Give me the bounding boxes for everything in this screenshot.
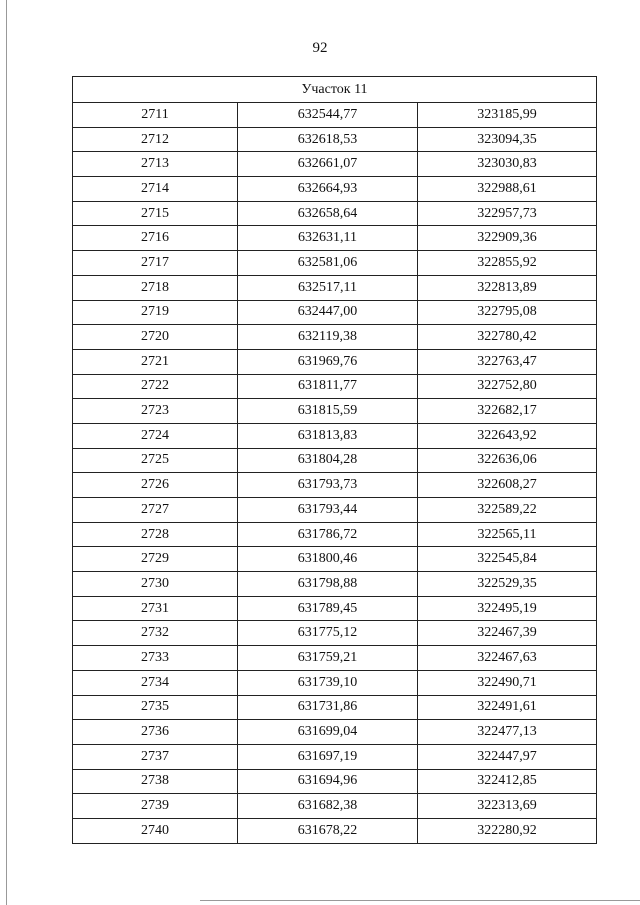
x-coordinate-cell: 632544,77 (238, 103, 418, 128)
table-row (73, 152, 597, 177)
x-coordinate-cell: 631697,19 (238, 744, 418, 769)
x-coordinate-cell: 632119,38 (238, 325, 418, 350)
point-number-cell: 2738 (73, 769, 238, 794)
y-coordinate-cell: 322909,36 (418, 226, 597, 251)
y-coordinate-cell: 322280,92 (418, 818, 597, 843)
point-number-cell: 2736 (73, 720, 238, 745)
table-row (73, 251, 597, 276)
x-coordinate-cell: 631793,44 (238, 498, 418, 523)
point-number-cell: 2714 (73, 177, 238, 202)
section-header-row (73, 77, 597, 103)
y-coordinate-cell: 322957,73 (418, 201, 597, 226)
table-row (73, 818, 597, 843)
point-number-cell: 2715 (73, 201, 238, 226)
x-coordinate-cell: 631789,45 (238, 596, 418, 621)
table-row (73, 596, 597, 621)
table-row (73, 473, 597, 498)
section-title: Участок 11 (73, 77, 597, 103)
x-coordinate-cell: 632618,53 (238, 127, 418, 152)
point-number-cell: 2728 (73, 522, 238, 547)
x-coordinate-cell: 632664,93 (238, 177, 418, 202)
point-number-cell: 2735 (73, 695, 238, 720)
x-coordinate-cell: 631759,21 (238, 646, 418, 671)
table-row (73, 374, 597, 399)
y-coordinate-cell: 322545,84 (418, 547, 597, 572)
table-row (73, 325, 597, 350)
table-row (73, 349, 597, 374)
x-coordinate-cell: 631798,88 (238, 572, 418, 597)
y-coordinate-cell: 323185,99 (418, 103, 597, 128)
table-row (73, 670, 597, 695)
table-row (73, 103, 597, 128)
y-coordinate-cell: 323030,83 (418, 152, 597, 177)
y-coordinate-cell: 322813,89 (418, 275, 597, 300)
y-coordinate-cell: 322467,39 (418, 621, 597, 646)
x-coordinate-cell: 631969,76 (238, 349, 418, 374)
point-number-cell: 2721 (73, 349, 238, 374)
table-row (73, 177, 597, 202)
point-number-cell: 2739 (73, 794, 238, 819)
x-coordinate-cell: 631804,28 (238, 448, 418, 473)
y-coordinate-cell: 322682,17 (418, 399, 597, 424)
table-row (73, 498, 597, 523)
table-row (73, 522, 597, 547)
y-coordinate-cell: 322988,61 (418, 177, 597, 202)
x-coordinate-cell: 632517,11 (238, 275, 418, 300)
y-coordinate-cell: 322467,63 (418, 646, 597, 671)
table-row (73, 423, 597, 448)
point-number-cell: 2718 (73, 275, 238, 300)
table-row (73, 127, 597, 152)
y-coordinate-cell: 322412,85 (418, 769, 597, 794)
y-coordinate-cell: 322608,27 (418, 473, 597, 498)
y-coordinate-cell: 322643,92 (418, 423, 597, 448)
table-row (73, 769, 597, 794)
table-body (73, 103, 597, 844)
x-coordinate-cell: 632447,00 (238, 300, 418, 325)
y-coordinate-cell: 322565,11 (418, 522, 597, 547)
table-row (73, 448, 597, 473)
y-coordinate-cell: 322636,06 (418, 448, 597, 473)
page-left-edge (6, 0, 7, 905)
point-number-cell: 2727 (73, 498, 238, 523)
x-coordinate-cell: 631800,46 (238, 547, 418, 572)
coordinates-table (72, 76, 597, 844)
y-coordinate-cell: 322491,61 (418, 695, 597, 720)
y-coordinate-cell: 322763,47 (418, 349, 597, 374)
x-coordinate-cell: 631699,04 (238, 720, 418, 745)
y-coordinate-cell: 322313,69 (418, 794, 597, 819)
point-number-cell: 2713 (73, 152, 238, 177)
y-coordinate-cell: 322477,13 (418, 720, 597, 745)
y-coordinate-cell: 322780,42 (418, 325, 597, 350)
page-bottom-edge (200, 900, 640, 901)
table-row (73, 300, 597, 325)
table-row (73, 572, 597, 597)
x-coordinate-cell: 631813,83 (238, 423, 418, 448)
page-number: 92 (312, 40, 328, 56)
point-number-cell: 2719 (73, 300, 238, 325)
x-coordinate-cell: 631775,12 (238, 621, 418, 646)
x-coordinate-cell: 632658,64 (238, 201, 418, 226)
table-row (73, 547, 597, 572)
point-number-cell: 2731 (73, 596, 238, 621)
x-coordinate-cell: 631786,72 (238, 522, 418, 547)
y-coordinate-cell: 322490,71 (418, 670, 597, 695)
table-row (73, 275, 597, 300)
point-number-cell: 2726 (73, 473, 238, 498)
point-number-cell: 2720 (73, 325, 238, 350)
point-number-cell: 2740 (73, 818, 238, 843)
table-row (73, 695, 597, 720)
x-coordinate-cell: 632581,06 (238, 251, 418, 276)
table-row (73, 399, 597, 424)
table-row (73, 201, 597, 226)
y-coordinate-cell: 322752,80 (418, 374, 597, 399)
point-number-cell: 2724 (73, 423, 238, 448)
x-coordinate-cell: 631793,73 (238, 473, 418, 498)
x-coordinate-cell: 631815,59 (238, 399, 418, 424)
point-number-cell: 2716 (73, 226, 238, 251)
x-coordinate-cell: 631739,10 (238, 670, 418, 695)
y-coordinate-cell: 322795,08 (418, 300, 597, 325)
point-number-cell: 2734 (73, 670, 238, 695)
y-coordinate-cell: 322529,35 (418, 572, 597, 597)
table-row (73, 621, 597, 646)
table-row (73, 744, 597, 769)
table-row (73, 226, 597, 251)
point-number-cell: 2732 (73, 621, 238, 646)
point-number-cell: 2730 (73, 572, 238, 597)
point-number-cell: 2722 (73, 374, 238, 399)
y-coordinate-cell: 322447,97 (418, 744, 597, 769)
x-coordinate-cell: 632661,07 (238, 152, 418, 177)
y-coordinate-cell: 323094,35 (418, 127, 597, 152)
table-row (73, 720, 597, 745)
table-row (73, 794, 597, 819)
point-number-cell: 2712 (73, 127, 238, 152)
point-number-cell: 2725 (73, 448, 238, 473)
x-coordinate-cell: 632631,11 (238, 226, 418, 251)
point-number-cell: 2733 (73, 646, 238, 671)
y-coordinate-cell: 322589,22 (418, 498, 597, 523)
y-coordinate-cell: 322855,92 (418, 251, 597, 276)
point-number-cell: 2729 (73, 547, 238, 572)
x-coordinate-cell: 631694,96 (238, 769, 418, 794)
y-coordinate-cell: 322495,19 (418, 596, 597, 621)
x-coordinate-cell: 631811,77 (238, 374, 418, 399)
table-row (73, 646, 597, 671)
x-coordinate-cell: 631678,22 (238, 818, 418, 843)
point-number-cell: 2711 (73, 103, 238, 128)
x-coordinate-cell: 631682,38 (238, 794, 418, 819)
x-coordinate-cell: 631731,86 (238, 695, 418, 720)
point-number-cell: 2737 (73, 744, 238, 769)
point-number-cell: 2723 (73, 399, 238, 424)
point-number-cell: 2717 (73, 251, 238, 276)
